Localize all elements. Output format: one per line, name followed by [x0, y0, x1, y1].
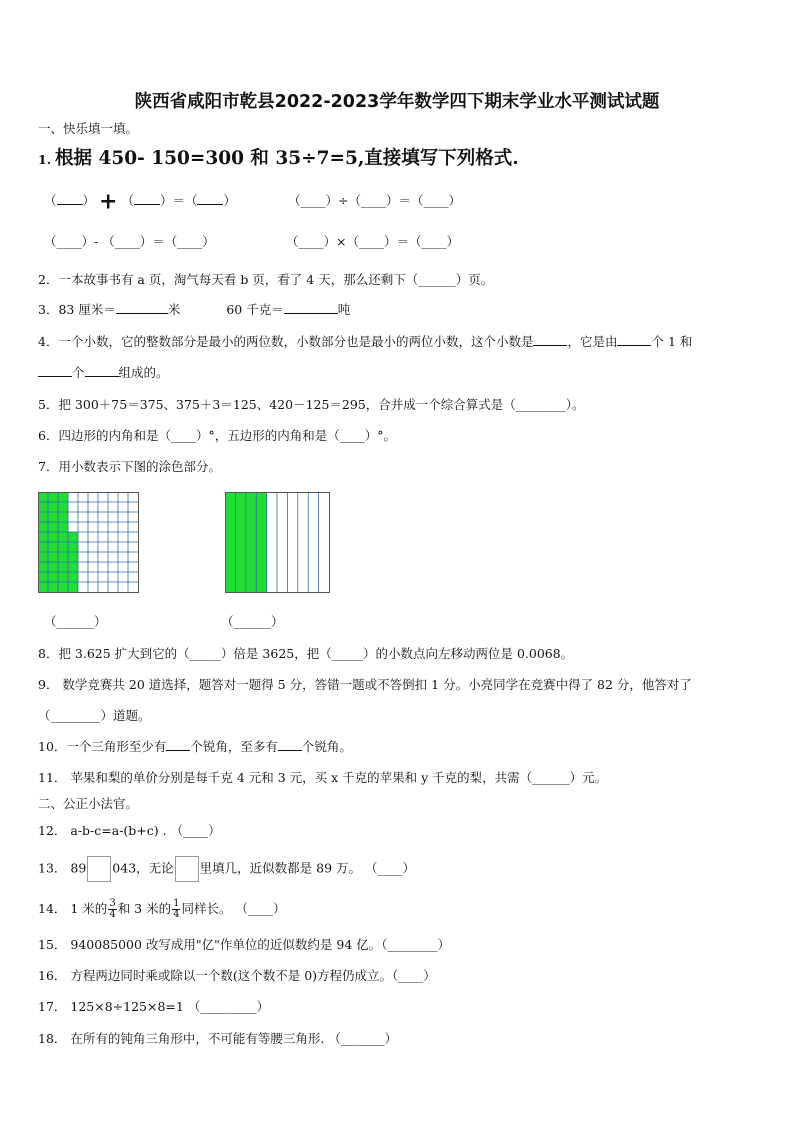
- shaded-cell: [58, 582, 68, 592]
- question-5: 5．把 300＋75＝375、375＋3＝125、420－125＝295，合并成一个综合算式是（________）。: [38, 397, 585, 412]
- fraction-one-quarter: $\frac{1}{4}$: [173, 898, 180, 920]
- question-4-cont: 个 组成的。: [38, 364, 169, 382]
- question-3: 3．83 厘米＝ 米 60 千克＝ 吨: [38, 302, 351, 317]
- shaded-cell: [58, 502, 68, 512]
- shaded-cell: [38, 562, 48, 572]
- answer-blank[interactable]: [533, 333, 567, 346]
- page-title: 陕西省咸阳市乾县2022-2023学年数学四下期末学业水平测试试题: [134, 92, 660, 112]
- answer-blank[interactable]: [116, 301, 168, 314]
- shaded-cell: [58, 562, 68, 572]
- shaded-cell: [48, 582, 58, 592]
- section-heading-1: 一、快乐填一填。: [38, 121, 139, 136]
- shaded-cell: [38, 522, 48, 532]
- question-4: 4．一个小数，它的整数部分是最小的两位数，小数部分也是最小的两位小数，这个小数是 ，它是由 个 1 和: [38, 334, 693, 349]
- question-17: 17． 125×8÷125×8=1 （_________）: [38, 999, 270, 1014]
- plus-symbol: +: [99, 188, 118, 215]
- question-16: 16． 方程两边同时乘或除以一个数(这个数不是 0)方程仍成立。（____）: [38, 968, 436, 983]
- question-7-blank-left: （______）: [44, 614, 107, 629]
- question-14: 14． 1 米的 $\frac{3}{4}$ 和 3 米的 $\frac{1}{4}$ 同样长。 （____）: [38, 898, 286, 920]
- answer-blank[interactable]: [197, 192, 223, 205]
- shaded-cell: [38, 582, 48, 592]
- shaded-cell: [48, 562, 58, 572]
- shaded-cell: [48, 522, 58, 532]
- question-7-blank-right: （______）: [221, 614, 284, 629]
- shaded-cell: [68, 552, 78, 562]
- question-9: 9． 数学竞赛共 20 道选择，题答对一题得 5 分，答错一题或不答倒扣 1 分。小亮同学在竞赛中得了 82 分，他答对了: [38, 677, 692, 692]
- shaded-cell: [48, 532, 58, 542]
- question-12: 12． a-b-c=a-(b+c) . （____）: [38, 823, 221, 838]
- shaded-cell: [68, 542, 78, 552]
- answer-blank[interactable]: [57, 192, 83, 205]
- shaded-cell: [58, 552, 68, 562]
- shaded-cell: [68, 582, 78, 592]
- question-9-cont: （________）道题。: [38, 708, 151, 723]
- answer-blank[interactable]: [134, 192, 160, 205]
- answer-blank[interactable]: [617, 333, 651, 346]
- question-18: 18． 在所有的钝角三角形中，不可能有等腰三角形. （_______）: [38, 1031, 398, 1046]
- shaded-cell: [38, 542, 48, 552]
- shaded-cell: [48, 542, 58, 552]
- shaded-cell: [48, 492, 58, 502]
- question-7: 7．用小数表示下图的涂色部分。: [38, 459, 221, 474]
- question-15: 15． 940085000 改写成用"亿"作单位的近似数约是 94 亿。（________）: [38, 937, 451, 952]
- question-1-row-2-right: （____）×（____）＝（____）: [286, 234, 459, 249]
- question-1-row-1-left: （ ） + （ ）＝（ ）: [44, 188, 236, 215]
- shaded-cell: [58, 492, 68, 502]
- section-heading-2: 二、公正小法官。: [38, 796, 139, 811]
- shaded-cell: [48, 512, 58, 522]
- shaded-cell: [68, 532, 78, 542]
- question-2: 2．一本故事书有 a 页，淘气每天看 b 页，看了 4 天，那么还剩下（______）页。: [38, 272, 494, 287]
- answer-blank[interactable]: [85, 364, 119, 377]
- tenths-strip-figure: [225, 492, 330, 593]
- shaded-cell: [38, 552, 48, 562]
- question-number: 1.: [38, 152, 52, 167]
- question-10: 10．一个三角形至少有 个锐角，至多有 个锐角。: [38, 739, 352, 754]
- answer-blank[interactable]: [284, 301, 338, 314]
- digit-box[interactable]: [87, 856, 111, 882]
- shaded-cell: [58, 542, 68, 552]
- answer-blank[interactable]: [166, 738, 190, 751]
- shaded-cell: [58, 522, 68, 532]
- shaded-cell: [48, 552, 58, 562]
- shaded-cell: [38, 502, 48, 512]
- digit-box[interactable]: [175, 856, 199, 882]
- question-1: [38, 150, 519, 169]
- question-1-row-1-right: （____）÷（____）＝（____）: [288, 193, 461, 208]
- shaded-cell: [38, 492, 48, 502]
- shaded-cell: [58, 532, 68, 542]
- fraction-three-quarters: $\frac{3}{4}$: [109, 898, 116, 920]
- shaded-cell: [38, 532, 48, 542]
- shaded-cell: [68, 562, 78, 572]
- question-1-row-2-left: （____）- （____）＝（____）: [44, 234, 215, 249]
- hundred-grid-figure: [38, 492, 139, 593]
- shaded-cell: [48, 572, 58, 582]
- question-6: 6．四边形的内角和是（____）°，五边形的内角和是（____）°。: [38, 428, 396, 443]
- shaded-cell: [38, 572, 48, 582]
- answer-blank[interactable]: [278, 738, 302, 751]
- shaded-cell: [58, 572, 68, 582]
- question-1-text: 根据 450- 150=300 和 35÷7=5,直接填写下列格式.: [55, 148, 519, 169]
- shaded-cell: [58, 512, 68, 522]
- shaded-cell: [68, 572, 78, 582]
- question-13: 13． 89 043，无论 里填几，近似数都是 89 万。 （____）: [38, 856, 415, 882]
- question-8: 8．把 3.625 扩大到它的（_____）倍是 3625，把（_____）的小数点向左移动两位是 0.0068。: [38, 646, 574, 661]
- shaded-cell: [48, 502, 58, 512]
- answer-blank[interactable]: [38, 364, 72, 377]
- question-11: 11． 苹果和梨的单价分别是每千克 4 元和 3 元，买 x 千克的苹果和 y 千克的梨，共需（______）元。: [38, 770, 608, 785]
- shaded-cell: [38, 512, 48, 522]
